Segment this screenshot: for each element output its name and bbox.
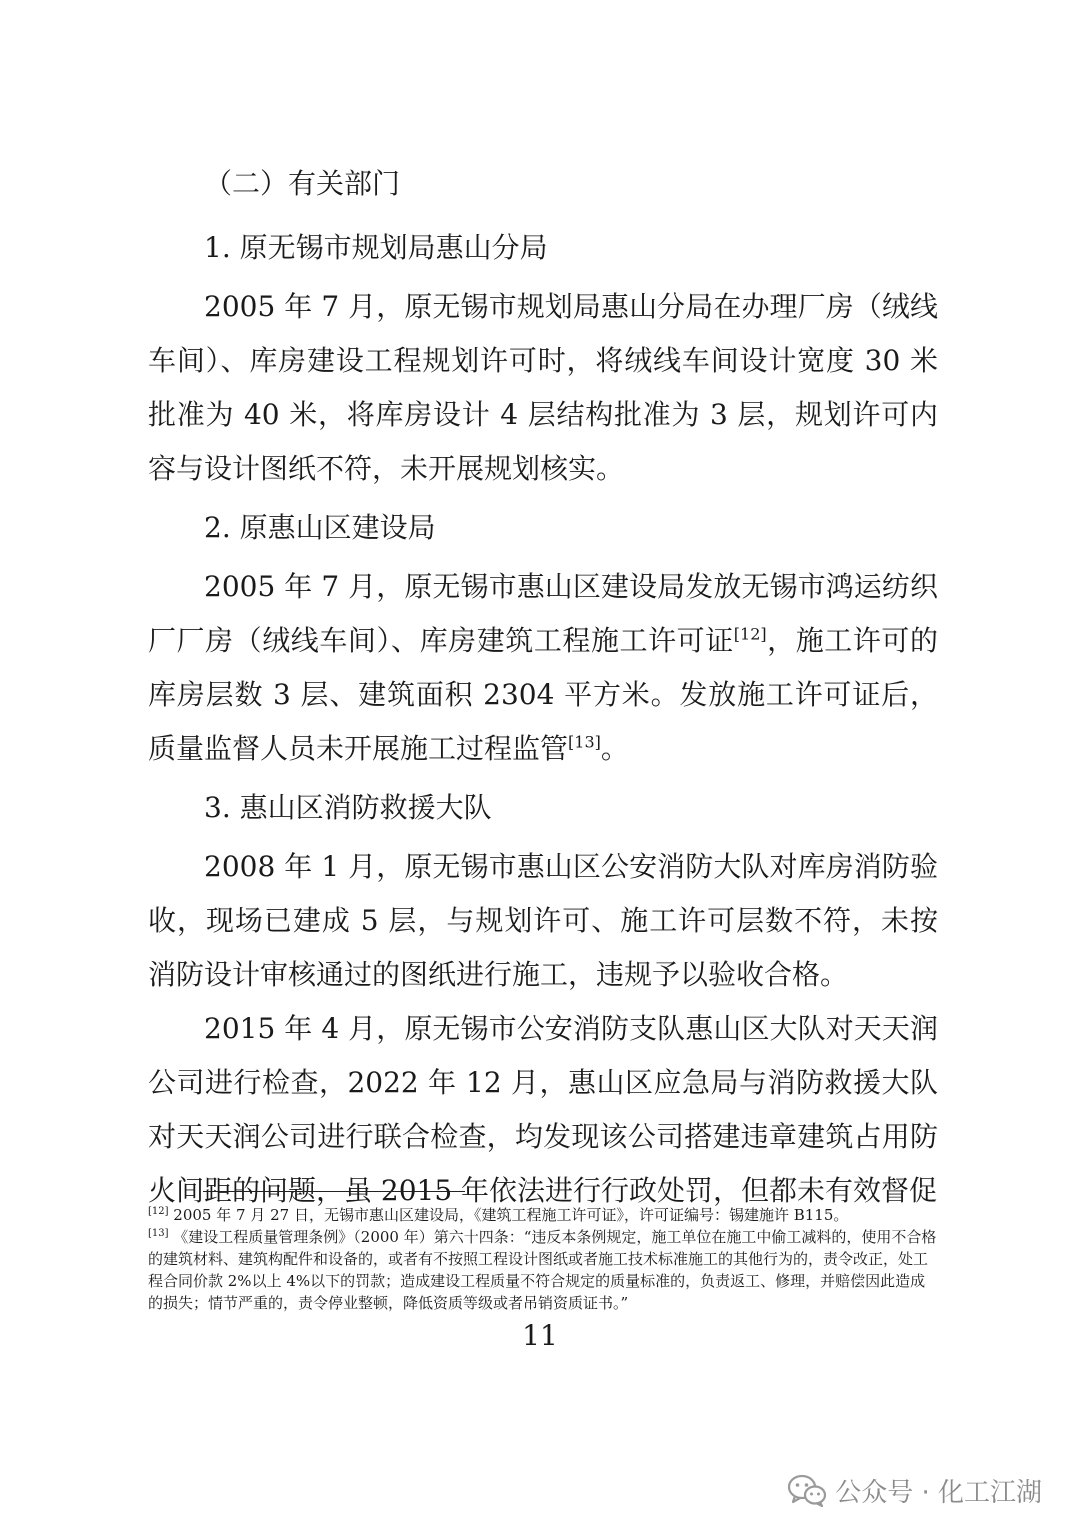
subsection-heading: 3. 惠山区消防救援大队 — [204, 791, 492, 824]
footnote-ref: [12] — [733, 624, 767, 644]
footnote-ref: [12] — [148, 1206, 169, 1217]
footnote-divider — [203, 1191, 465, 1192]
watermark-text: 公众号 · 化工江湖 — [835, 1477, 1042, 1508]
paragraph-with-footnotes — [148, 560, 938, 776]
subsection-heading: 1. 原无锡市规划局惠山分局 — [204, 231, 548, 264]
paragraph: 2008 年 1 月，原无锡市惠山区公安消防大队对库房消防验收，现场已建成 5 层，与规划许可、施工许可层数不符，未按消防设计审核通过的图纸进行施工，违规予以验收合格。 — [148, 850, 938, 991]
watermark — [787, 1470, 1042, 1510]
footnote-text: 《建设工程质量管理条例》（2000 年）第六十四条：“违反本条例规定，施工单位在施工中偷工减料的，使用不合格的建筑材料、建筑构配件和设备的，或者有不按照工程设计图纸或者施工技术标准施工的其他行为的，责令改正，处工程合同价款 2%以上 4%以下的罚款；造成建设工程质量不符合规定的质量标准的，负责返工、修理，并赔偿因此造成的损失；情节严重的，责令停业整顿，降低资质等级或者吊销资质证书。” — [148, 1228, 937, 1312]
paragraph: 2005 年 7 月，原无锡市规划局惠山分局在办理厂房（绒线车间）、库房建设工程规划许可时，将绒线车间设计宽度 30 米批准为 40 米，将库房设计 4 层结构批准为 3 层，规划许可内容与设计图纸不符，未开展规划核实。 — [148, 290, 938, 485]
footnote — [148, 1226, 938, 1314]
wechat-icon — [787, 1473, 827, 1507]
section-heading: （二）有关部门 — [204, 167, 401, 200]
footnote-ref: [13] — [568, 732, 601, 752]
paragraph-text: 2005 年 7 月，原无锡市惠山区建设局发放无锡市鸿运纺织厂厂房（绒线车间）、库房建筑工程施工许可证 — [148, 570, 938, 657]
footnotes — [148, 1204, 938, 1314]
subsection-heading: 2. 原惠山区建设局 — [204, 511, 436, 544]
footnote-text: 2005 年 7 月 27 日，无锡市惠山区建设局，《建筑工程施工许可证》，许可证编号：锡建施许 B115。 — [168, 1206, 849, 1224]
body-text — [148, 152, 938, 1218]
page-number: 11 — [522, 1319, 558, 1352]
footnote — [148, 1204, 938, 1226]
paragraph: 2015 年 4 月，原无锡市公安消防支队惠山区大队对天天润公司进行检查，2022 年 12 月，惠山区应急局与消防救援大队对天天润公司进行联合检查，均发现该公司搭建违章建筑占用防火间距的问题，虽 2015 年依法进行行政处罚，但都未有效督促 — [148, 1012, 938, 1207]
footnote-ref: [13] — [148, 1228, 169, 1239]
paragraph-text: ，施工许可的库房层数 3 层、建筑面积 2304 平方米。发放施工许可证后，质量监督人员未开展施工过程监管 — [148, 624, 938, 765]
paragraph-text: 。 — [600, 732, 629, 765]
